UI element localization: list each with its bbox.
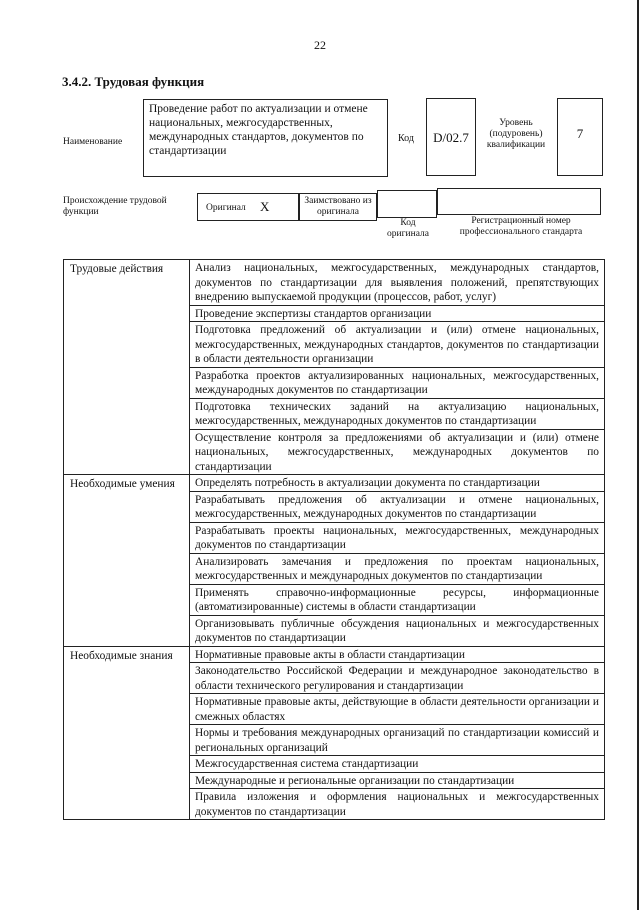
- section-title: 3.4.2. Трудовая функция: [62, 74, 205, 89]
- name-label: Наименование: [63, 137, 123, 147]
- table-row: [64, 475, 605, 492]
- borrowed-box: [299, 193, 377, 221]
- item-cell: Осуществление контроля за предложениями об актуализации и (или) отмене национальных, межгосударственных, международных документов по стандартизации: [190, 429, 605, 475]
- original-mark: X: [260, 199, 270, 214]
- scan-edge-line: [637, 0, 639, 910]
- item-cell: Подготовка технических заданий на актуализацию национальных, межгосударственных, международных документов по стандартизации: [190, 398, 605, 429]
- table-row: [64, 646, 605, 663]
- item-cell: Подготовка предложений об актуализации и (или) отмене национальных, межгосударственных, международных стандартов, документов по стандартизации в области деятельности организации: [190, 322, 605, 368]
- item-cell: Организовывать публичные обсуждения национальных и межгосударственных документов по стандартизации: [190, 615, 605, 646]
- reg-number-label: Регистрационный номер профессионального стандарта: [459, 216, 583, 237]
- code-label: Код: [398, 133, 414, 144]
- category-cell: Необходимые умения: [64, 475, 190, 647]
- origin-label: Происхождение трудовой функции: [63, 196, 167, 217]
- function-name-box: [143, 99, 388, 177]
- item-cell: Применять справочно-информационные ресурсы, информационные (автоматизированные) системы в области стандартизации: [190, 584, 605, 615]
- code-value-box: [426, 98, 476, 176]
- item-cell: Законодательство Российской Федерации и международное законодательство в области технического регулирования и стандартизации: [190, 663, 605, 694]
- item-cell: Разрабатывать проекты национальных, межгосударственных, международных документов по стандартизации: [190, 522, 605, 553]
- item-cell: Правила изложения и оформления национальных и межгосударственных документов по стандартизации: [190, 789, 605, 820]
- item-cell: Нормативные правовые акты, действующие в области деятельности организации и смежных областях: [190, 694, 605, 725]
- page-number: 22: [314, 38, 326, 52]
- item-cell: Разрабатывать предложения об актуализации и отмене национальных, межгосударственных, международных документов по стандартизации: [190, 491, 605, 522]
- labor-function-table: [63, 259, 605, 820]
- item-cell: Анализировать замечания и предложения по проектам национальных, межгосударственных и международных документов по стандартизации: [190, 553, 605, 584]
- item-cell: Межгосударственная система стандартизации: [190, 756, 605, 773]
- reg-number-box: [437, 188, 601, 215]
- level-label: Уровень (подуровень) квалификации: [486, 118, 546, 150]
- code-original-label: Код оригинала: [387, 218, 429, 239]
- category-cell: Необходимые знания: [64, 646, 190, 820]
- original-label: Оригинал: [206, 203, 246, 213]
- category-cell: Трудовые действия: [64, 260, 190, 475]
- table-row: [64, 260, 605, 306]
- code-value: D/02.7: [433, 130, 469, 145]
- item-cell: Разработка проектов актуализированных национальных, межгосударственных, международных документов по стандартизации: [190, 367, 605, 398]
- level-value: 7: [576, 126, 584, 141]
- code-original-box: [377, 190, 437, 218]
- item-cell: Проведение экспертизы стандартов организации: [190, 305, 605, 322]
- item-cell: Нормы и требования международных организаций по стандартизации комиссий и региональных организаций: [190, 725, 605, 756]
- item-cell: Определять потребность в актуализации документа по стандартизации: [190, 475, 605, 492]
- level-value-box: [557, 98, 603, 176]
- item-cell: Нормативные правовые акты в области стандартизации: [190, 646, 605, 663]
- function-name-value: Проведение работ по актуализации и отмене национальных, межгосударственных, международных стандартов, документов по стандартизации: [149, 103, 368, 157]
- item-cell: Международные и региональные организации по стандартизации: [190, 772, 605, 789]
- item-cell: Анализ национальных, межгосударственных, международных стандартов, документов по стандартизации для выявления положений, препятствующих внедрению выпускаемой продукции (процессов, работ, услуг): [190, 260, 605, 306]
- borrowed-label: Заимствовано из оригинала: [304, 196, 372, 217]
- original-box: [197, 193, 299, 221]
